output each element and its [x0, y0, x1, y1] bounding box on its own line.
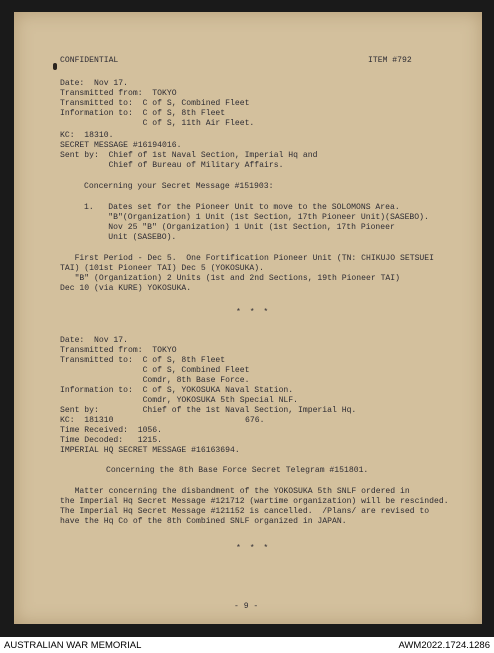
msg2-to: Comdr, 8th Base Force. — [60, 376, 250, 385]
msg2-sentby-number: 676. — [245, 416, 265, 425]
msg1-date: Date: Nov 17. — [60, 79, 128, 88]
section-separator: * * * — [236, 544, 271, 553]
msg1-info: C of S, 11th Air Fleet. — [60, 119, 255, 128]
classification-label: CONFIDENTIAL — [60, 56, 119, 65]
msg1-first-period: TAI) (101st Pioneer TAI) Dec 5 (YOKOSUKA). — [60, 264, 264, 273]
document-page — [14, 12, 482, 624]
msg2-body: Matter concerning the disbandment of the YOKOSUKA 5th SNLF ordered in — [60, 487, 410, 496]
msg2-sentby: Sent by: Chief of the 1st Naval Section, Imperial Hq. — [60, 406, 357, 415]
msg2-body: The Imperial Hq Secret Message #121152 is cancelled. /Plans/ are revised to — [60, 507, 430, 516]
msg1-paragraph: Nov 25 "B" (Organization) 1 Unit (1st Section, 17th Pioneer — [84, 223, 395, 232]
msg2-body: have the Hq Co of the 8th Combined SNLF organized in JAPAN. — [60, 517, 347, 526]
msg2-body: the Imperial Hq Secret Message #121712 (wartime organization) will be rescinded. — [60, 497, 449, 506]
msg2-date: Date: Nov 17. — [60, 336, 128, 345]
item-number: ITEM #792 — [368, 56, 412, 65]
msg2-time-received: Time Received: 1056. — [60, 426, 162, 435]
msg1-paragraph: Unit (SASEBO). — [84, 233, 177, 242]
msg2-info: Information to: C of S, YOKOSUKA Naval Station. — [60, 386, 294, 395]
msg1-sentby: Chief of Bureau of Military Affairs. — [60, 161, 284, 170]
msg2-to: C of S, Combined Fleet — [60, 366, 250, 375]
msg2-secret: IMPERIAL HQ SECRET MESSAGE #16163694. — [60, 446, 240, 455]
msg1-first-period: "B" (Organization) 2 Units (1st and 2nd Sections, 19th Pioneer TAI) — [60, 274, 400, 283]
msg1-sentby: Sent by: Chief of 1st Naval Section, Imperial Hq and — [60, 151, 318, 160]
msg1-first-period: Dec 10 (via KURE) YOKOSUKA. — [60, 284, 192, 293]
msg2-from: Transmitted from: TOKYO — [60, 346, 177, 355]
msg1-paragraph: "B"(Organization) 1 Unit (1st Section, 17th Pioneer Unit)(SASEBO). — [84, 213, 429, 222]
msg2-kc: KC: 181310 — [60, 416, 114, 425]
msg1-paragraph: 1. Dates set for the Pioneer Unit to move to the SOLOMONS Area. — [84, 203, 400, 212]
msg2-info: Comdr, YOKOSUKA 5th Special NLF. — [60, 396, 298, 405]
msg2-concerning: Concerning the 8th Base Force Secret Telegram #151801. — [106, 466, 369, 475]
msg1-secret: SECRET MESSAGE #16194016. — [60, 141, 182, 150]
archive-footer — [0, 637, 494, 653]
msg1-from: Transmitted from: TOKYO — [60, 89, 177, 98]
msg1-first-period: First Period - Dec 5. One Fortification Pioneer Unit (TN: CHIKUJO SETSUEI — [60, 254, 434, 263]
msg1-concerning: Concerning your Secret Message #151903: — [84, 182, 274, 191]
document-text — [14, 12, 482, 624]
msg1-info: Information to: C of S, 8th Fleet — [60, 109, 226, 118]
footer-reference: AWM2022.1724.1286 — [398, 640, 490, 651]
msg1-kc: KC: 18310. — [60, 131, 114, 140]
msg1-to: Transmitted to: C of S, Combined Fleet — [60, 99, 250, 108]
msg2-time-decoded: Time Decoded: 1215. — [60, 436, 162, 445]
page-number: - 9 - — [234, 602, 259, 611]
footer-institution: AUSTRALIAN WAR MEMORIAL — [4, 640, 142, 651]
msg2-to: Transmitted to: C of S, 8th Fleet — [60, 356, 226, 365]
section-separator: * * * — [236, 308, 271, 317]
